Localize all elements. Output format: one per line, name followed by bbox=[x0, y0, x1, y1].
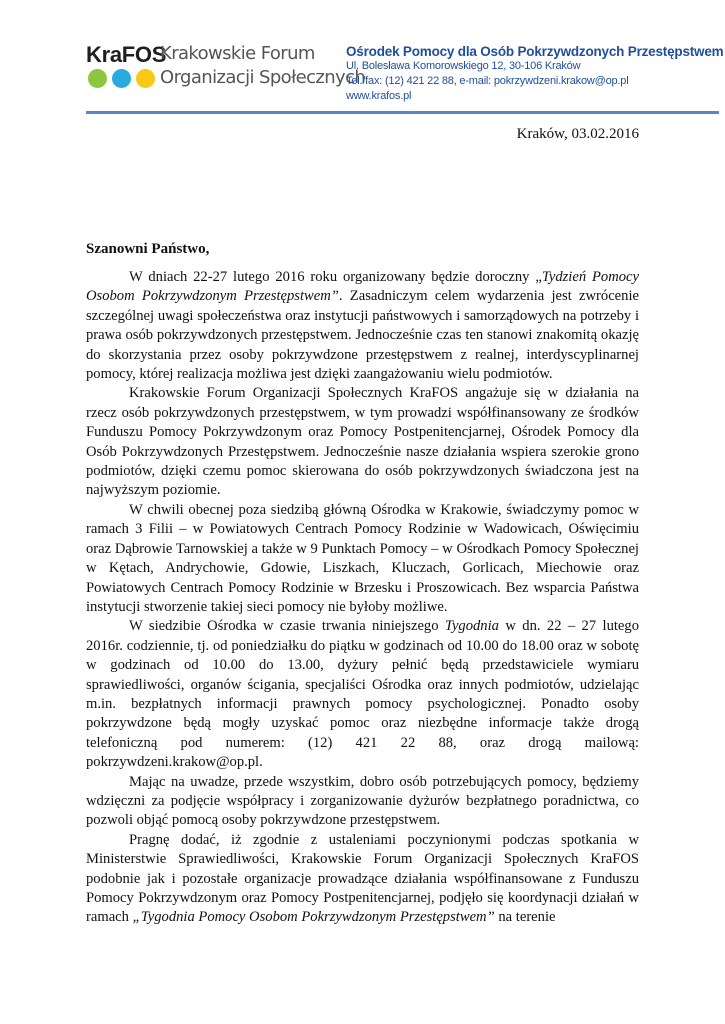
organization-info bbox=[346, 44, 724, 104]
paragraph-2: Krakowskie Forum Organizacji Społecznych KraFOS angażuje się w działania na rzecz osób pokrzywdzonych przestępstwem, w tym prowadzi współfinansowany ze środków Funduszu Pomocy Pokrzywdzonym oraz Pomocy Postpenitencjarnej, Ośrodek Pomocy dla Osób Pokrzywdzonych Przestępstwem. Jednocześnie nasze działania wspiera szerokie grono podmiotów, dzięki czemu pomoc skierowana do osób pokrzywdzonych świadczona jest na najwyższym poziomie. bbox=[86, 385, 639, 499]
paragraph-6-text-a: Pragnę dodać, iż zgodnie z ustaleniami poczynionymi podczas spotkania w Ministerstwie Sprawiedliwości, Krakowskie Forum Organizacji Społecznych KraFOS podobnie jak i pozostałe organizacje prowadzące działania współfinansowane z Funduszu Pomocy Pokrzywdzonym oraz Pomocy Postpenitencjarnej, podjęło się koordynacji działań w ramach bbox=[86, 831, 639, 926]
paragraph-1-text-b: . Zasadniczym celem wydarzenia jest zwrócenie szczególnej uwagi społeczeństwa oraz instytucji państwowych i samorządowych na potrzeby i prawa osób pokrzywdzonych przestępstwem. Jednocześnie czas ten stanowi znakomitą okazję do skorzystania przez osoby pokrzywdzone przestępstwem z realnej, interdyscyplinarnej pomocy, której realizacja możliwa jest dzięki zaangażowaniu wielu podmiotów. bbox=[86, 288, 639, 383]
organization-name: Ośrodek Pomocy dla Osób Pokrzywdzonych Przestępstwem bbox=[346, 44, 724, 59]
logo-brand: KraFOS bbox=[86, 42, 167, 67]
letter-date: Kraków, 03.02.2016 bbox=[516, 126, 639, 142]
paragraph-6-text-b: na terenie bbox=[494, 909, 556, 926]
letter-greeting: Szanowni Państwo, bbox=[86, 241, 210, 257]
blue-dot-icon bbox=[112, 69, 131, 88]
organization-address: Ul. Bolesława Komorowskiego 12, 30-106 Kraków bbox=[346, 60, 581, 72]
paragraph-4-text-a: W siedzibie Ośrodka w czasie trwania niniejszego bbox=[129, 618, 445, 635]
paragraph-1-text-a: W dniach 22-27 lutego 2016 roku organizowany będzie doroczny „ bbox=[129, 269, 542, 285]
paragraph-6 bbox=[86, 831, 639, 928]
event-title-italic: Tydzień Pomocy Osobom Pokrzywdzonym Przestępstwem” bbox=[86, 269, 639, 305]
header-divider bbox=[86, 111, 719, 114]
letterhead bbox=[0, 0, 725, 115]
letter-body bbox=[86, 268, 639, 928]
logo-dots bbox=[88, 69, 156, 89]
paragraph-5: Mając na uwadze, przede wszystkim, dobro osób potrzebujących pomocy, będziemy wdzięczni za podjęcie współpracy i zorganizowanie dyżurów bezpłatnego poradnictwa, co pozwoli objąć pomocą osoby pokrzywdzone przestępstwem. bbox=[86, 773, 639, 829]
event-title-italic-2: „Tygodnia Pomocy Osobom Pokrzywdzonym Przestępstwem” bbox=[132, 909, 495, 926]
green-dot-icon bbox=[88, 69, 107, 88]
logo-line-2: Organizacji Społecznych bbox=[160, 67, 366, 88]
paragraph-3: W chwili obecnej poza siedzibą główną Ośrodka w Krakowie, świadczymy pomoc w ramach 3 Filii – w Powiatowych Centrach Pomocy Rodzinie w Wadowicach, Oświęcimiu oraz Dąbrowie Tarnowskiej a także w 9 Punktach Pomocy – w Ośrodkach Pomocy Społecznej w Kętach, Andrychowie, Gdowie, Liszkach, Kluczach, Gorlicach, Miechowie oraz Powiatowych Centrach Pomocy Rodzinie w Brzesku i Proszowicach. Bez wsparcia Państwa instytucji stworzenie takiej sieci pomocy nie byłoby możliwe. bbox=[86, 501, 639, 615]
paragraph-1 bbox=[86, 268, 639, 384]
organization-contact: Tel./fax: (12) 421 22 88, e-mail: pokrzywdzeni.krakow@op.pl bbox=[346, 75, 629, 87]
paragraph-4-text-b: w dn. 22 – 27 lutego 2016r. codziennie, tj. od poniedziałku do piątku w godzinach od 10.00 do 18.00 oraz w sobotę w godzinach od 10.00 do 13.00, dyżury pełnić będą przedstawiciele wymiaru sprawiedliwości, organów ścigania, specjaliści Ośrodka oraz innych podmiotów, udzielając m.in. bezpłatnych informacji prawnych pomocy psychologicznej. Ponadto osoby pokrzywdzone będą mogły uzyskać pomoc oraz niezbędne informacje także drogą telefoniczną pod numerem: (12) 421 22 88, oraz drogą mailową: pokrzywdzeni.krakow@op.pl. bbox=[86, 618, 639, 771]
krafos-logo bbox=[86, 42, 366, 102]
yellow-dot-icon bbox=[136, 69, 155, 88]
logo-line-1: Krakowskie Forum bbox=[160, 43, 315, 64]
week-italic: Tygodnia bbox=[444, 618, 499, 635]
paragraph-4 bbox=[86, 617, 639, 772]
organization-website[interactable]: www.krafos.pl bbox=[346, 90, 412, 102]
